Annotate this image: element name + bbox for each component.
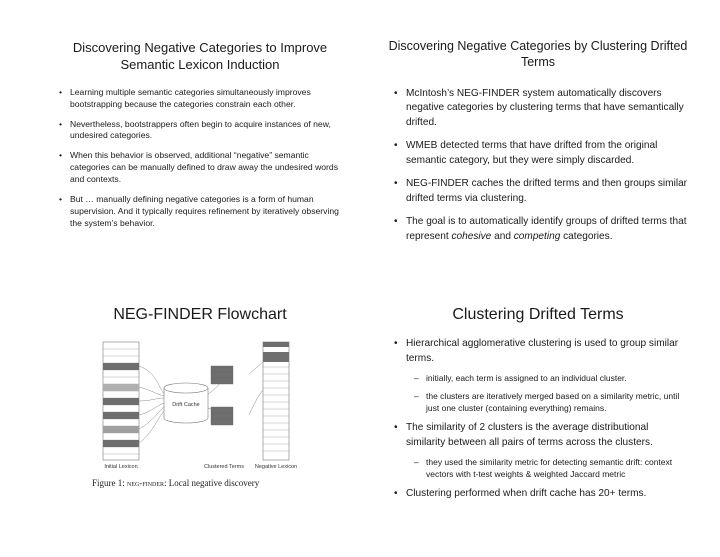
- slide-title: NEG-FINDER Flowchart: [113, 306, 287, 323]
- goal-text-end: categories.: [560, 231, 613, 242]
- list-item: [394, 215, 688, 245]
- slide-clustering-drifted: [388, 38, 688, 253]
- slide-title: Clustering Drifted Terms: [452, 306, 624, 323]
- clustered-terms: [211, 366, 233, 425]
- caption-text: : Local negative discovery: [164, 478, 260, 488]
- caption-prefix: Figure 1:: [92, 478, 127, 488]
- slide-flowchart: [50, 305, 350, 326]
- figure-caption: [92, 478, 259, 488]
- sub-list: [406, 372, 688, 414]
- caption-system-name: neg-finder: [127, 478, 164, 488]
- negative-lexicon-column: [263, 342, 289, 460]
- sub-item: – the clusters are iteratively merged based on a similarity metric, until just one cluster (containing everything) remains.: [414, 390, 688, 414]
- slide-title: Discovering Negative Categories to Improve Semantic Lexicon Induction: [72, 40, 328, 72]
- emphasis-cohesive: cohesive: [451, 231, 492, 242]
- goal-text-mid: and: [491, 231, 514, 242]
- list-item: [394, 421, 688, 480]
- initial-lexicon-label: Initial Lexicon: [104, 464, 138, 470]
- sub-item: – initially, each term is assigned to an individual cluster.: [414, 372, 688, 384]
- negative-lexicon-label: Negative Lexicon: [254, 464, 298, 470]
- drift-cache-label: Drift Cache: [172, 402, 200, 408]
- bullet-text: Hierarchical agglomerative clustering is used to group similar terms.: [406, 337, 679, 364]
- sub-item: – they used the similarity metric for detecting semantic drift: context vectors with t-test weights & weighted Jaccard metric: [414, 456, 688, 480]
- slide-title: Discovering Negative Categories by Clustering Drifted Terms: [388, 39, 688, 70]
- slide-negative-categories: [50, 40, 350, 237]
- bullet-list: [388, 337, 688, 502]
- goal-text-start: The goal is to automatically identify groups of drifted terms that represent: [406, 216, 687, 242]
- sub-list: [406, 456, 688, 480]
- clustered-terms-label: Clustered Terms: [204, 464, 244, 470]
- list-item: • When this behavior is observed, additional “negative” semantic categories can be manually defined to draw away the undesired words and contexts.: [59, 150, 350, 186]
- arrows-to-cache: [139, 366, 166, 443]
- list-item: • NEG-FINDER caches the drifted terms and then groups similar drifted terms via clustering.: [394, 177, 688, 207]
- bullet-list: [50, 87, 350, 230]
- bullet-text: The similarity of 2 clusters is the average distributional similarity between all pairs of terms across the clusters.: [406, 421, 653, 448]
- initial-lexicon-column: [103, 342, 139, 460]
- list-item: • WMEB detected terms that have drifted from the original semantic category, but they were simply discarded.: [394, 139, 688, 169]
- slide-clustering-terms: [388, 305, 688, 509]
- list-item: • Nevertheless, bootstrappers often begin to acquire instances of new, undesired categories.: [59, 119, 350, 143]
- emphasis-competing: competing: [513, 231, 561, 242]
- bullet-list: [388, 87, 688, 245]
- list-item: [394, 337, 688, 414]
- neg-finder-flowchart: [96, 342, 298, 494]
- list-item: • Learning multiple semantic categories simultaneously improves bootstrapping because the categories constrain each other.: [59, 87, 350, 111]
- list-item: • McIntosh’s NEG-FINDER system automatically discovers negative categories by clustering terms that have semantically drifted.: [394, 87, 688, 132]
- list-item: • Clustering performed when drift cache has 20+ terms.: [394, 487, 688, 502]
- list-item: • But … manually defining negative categories is a form of human supervision. And it typically requires refinement by iteratively observing the system’s behavior.: [59, 194, 350, 230]
